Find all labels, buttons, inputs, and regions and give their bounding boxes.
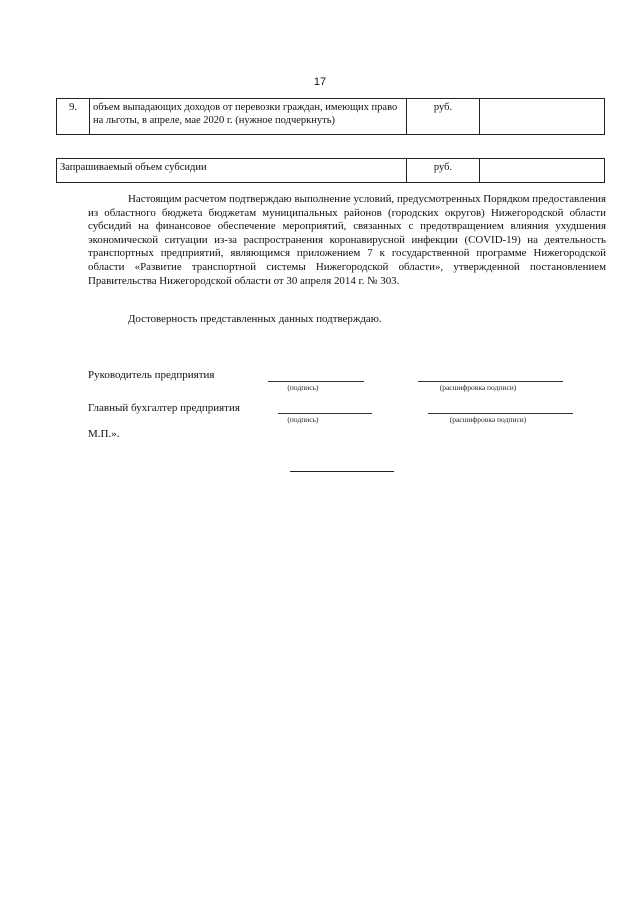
director-signature-caption: (подпись) [287,383,319,392]
bottom-divider [290,471,394,472]
row-description: объем выпадающих доходов от перевозки граждан, имеющих право на льготы, в апреле, мае 2020 г. (нужное подчеркнуть) [90,99,407,135]
director-decoding-line [418,381,563,382]
subsidy-value [480,159,605,183]
table-row-9 [56,98,605,135]
accountant-decoding-line [428,413,573,414]
statement-paragraph: Настоящим расчетом подтверждаю выполнение условий, предусмотренных Порядком предоставления из областного бюджета бюджетам муниципальных районов (городских округов) Нижегородской области субсидий на финансовое обеспечение мероприятий, связанных с предотвращением влияния ухудшения экономической ситуации из-за распространения коронавирусной инфекции (COVID-19) на деятельность транспортных предприятий, являющимся приложением 7 к государственной программе Нижегородской области «Развитие транспортной системы Нижегородской области», утвержденной постановлением Правительства Нижегородской области от 30 апреля 2014 г. № 303. [88,193,606,287]
confirmation-paragraph: Достоверность представленных данных подтверждаю. [128,313,382,325]
seal-mark: М.П.». [88,428,120,440]
accountant-signature-caption: (подпись) [287,415,319,424]
accountant-signature-line [278,413,372,414]
row-unit: руб. [407,99,480,135]
director-signature-line [268,381,364,382]
director-decoding-caption: (расшифровка подписи) [439,383,517,392]
row-number: 9. [57,99,90,135]
subsidy-unit: руб. [407,159,480,183]
page-number: 17 [313,76,327,88]
accountant-decoding-caption: (расшифровка подписи) [449,415,527,424]
row-value [480,99,605,135]
subsidy-table [56,158,605,183]
subsidy-label: Запрашиваемый объем субсидии [57,159,407,183]
director-label: Руководитель предприятия [88,369,215,381]
accountant-label: Главный бухгалтер предприятия [88,402,240,414]
